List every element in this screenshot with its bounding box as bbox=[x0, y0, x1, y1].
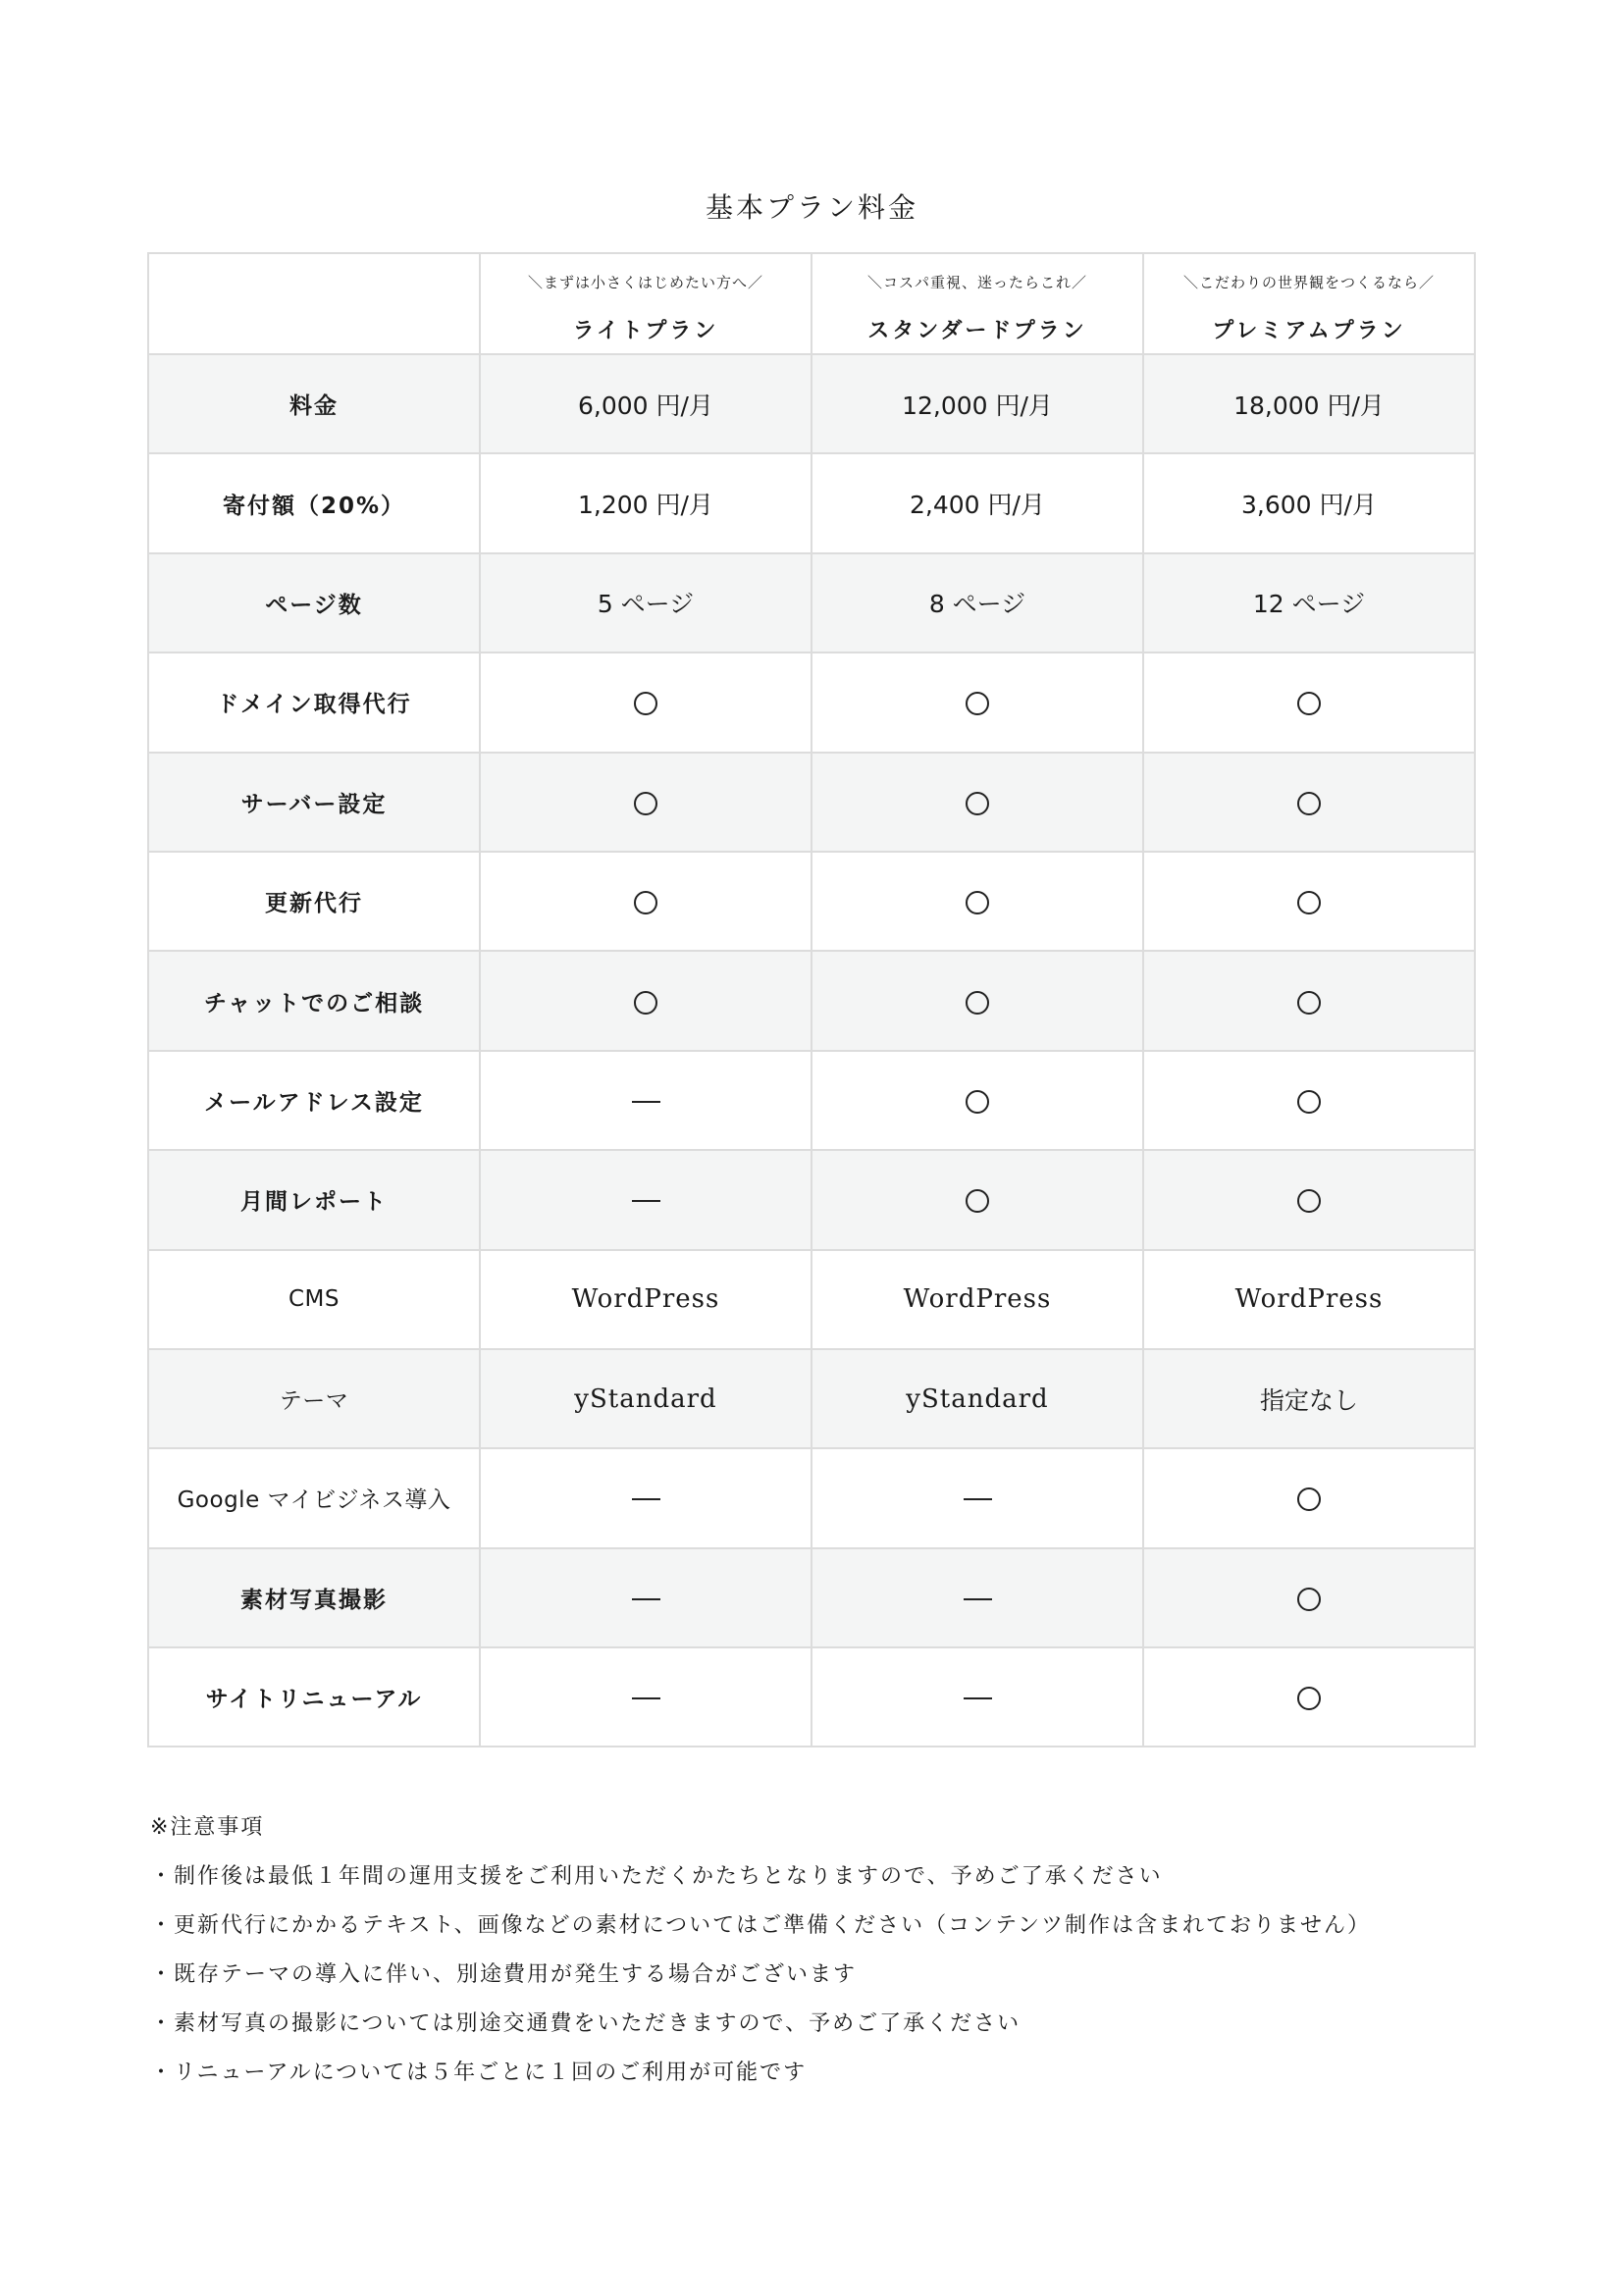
circle-available-icon bbox=[1297, 792, 1321, 815]
plan-name: プレミアムプラン bbox=[1212, 318, 1406, 343]
row-label: 料金 bbox=[148, 354, 480, 453]
circle-available-icon bbox=[1297, 1487, 1321, 1511]
dash-unavailable-icon bbox=[964, 1697, 992, 1699]
note-item: ・更新代行にかかるテキスト、画像などの素材についてはご準備ください（コンテンツ制作は含まれておりません） bbox=[150, 1913, 1372, 1938]
table-cell bbox=[812, 1250, 1143, 1349]
table-row bbox=[148, 1448, 1475, 1547]
table-cell bbox=[480, 354, 812, 453]
cell-value: 18,000 円/月 bbox=[1233, 391, 1385, 420]
circle-available-icon bbox=[966, 1189, 989, 1213]
circle-available-icon bbox=[966, 692, 989, 715]
cell-value: 5 ページ bbox=[597, 590, 695, 619]
circle-available-icon bbox=[1297, 891, 1321, 914]
dash-unavailable-icon bbox=[632, 1200, 660, 1202]
note-item: ・既存テーマの導入に伴い、別途費用が発生する場合がございます bbox=[150, 1962, 858, 1987]
table-cell bbox=[812, 453, 1143, 552]
plan-header-premium bbox=[1143, 253, 1475, 354]
circle-available-icon bbox=[1297, 991, 1321, 1015]
table-cell bbox=[812, 652, 1143, 752]
circle-available-icon bbox=[966, 792, 989, 815]
table-cell bbox=[1143, 553, 1475, 652]
table-cell bbox=[812, 951, 1143, 1050]
table-cell bbox=[1143, 1250, 1475, 1349]
cell-value: WordPress bbox=[1234, 1284, 1384, 1315]
table-cell bbox=[1143, 354, 1475, 453]
plan-tagline: ＼こだわりの世界観をつくるなら／ bbox=[1182, 273, 1435, 291]
cell-value: 1,200 円/月 bbox=[578, 491, 713, 520]
plan-name: ライトプラン bbox=[572, 318, 719, 343]
table-cell bbox=[1143, 453, 1475, 552]
dash-unavailable-icon bbox=[632, 1697, 660, 1699]
row-label: 素材写真撮影 bbox=[148, 1548, 480, 1647]
table-cell bbox=[1143, 1349, 1475, 1448]
table-row bbox=[148, 1150, 1475, 1249]
table-cell bbox=[480, 852, 812, 951]
table-cell bbox=[480, 553, 812, 652]
table-row bbox=[148, 1250, 1475, 1349]
dash-unavailable-icon bbox=[964, 1498, 992, 1500]
circle-available-icon bbox=[1297, 1189, 1321, 1213]
table-cell bbox=[812, 1051, 1143, 1150]
table-cell bbox=[480, 753, 812, 852]
row-label: チャットでのご相談 bbox=[148, 951, 480, 1050]
row-label: サーバー設定 bbox=[148, 753, 480, 852]
table-cell bbox=[480, 951, 812, 1050]
table-cell bbox=[1143, 652, 1475, 752]
table-row bbox=[148, 1051, 1475, 1150]
row-label: ページ数 bbox=[148, 553, 480, 652]
table-row bbox=[148, 354, 1475, 453]
table-cell bbox=[812, 1349, 1143, 1448]
table-cell bbox=[480, 1448, 812, 1547]
cell-value: 12 ページ bbox=[1252, 590, 1366, 619]
row-label: ドメイン取得代行 bbox=[148, 652, 480, 752]
cell-value: 指定なし bbox=[1259, 1385, 1358, 1415]
circle-available-icon bbox=[966, 991, 989, 1015]
table-cell bbox=[480, 1150, 812, 1249]
table-cell bbox=[1143, 1647, 1475, 1747]
circle-available-icon bbox=[634, 692, 657, 715]
note-item: ・制作後は最低１年間の運用支援をご利用いただくかたちとなりますので、予めご了承ください bbox=[150, 1864, 1163, 1889]
dash-unavailable-icon bbox=[632, 1498, 660, 1500]
cell-value: 12,000 円/月 bbox=[902, 391, 1053, 420]
plan-name: スタンダードプラン bbox=[867, 318, 1087, 343]
plan-tagline: ＼まずは小さくはじめたい方へ／ bbox=[527, 273, 763, 291]
circle-available-icon bbox=[634, 991, 657, 1015]
table-header-row bbox=[148, 253, 1475, 354]
table-row bbox=[148, 652, 1475, 752]
header-empty-cell bbox=[148, 253, 480, 354]
table-cell bbox=[812, 852, 1143, 951]
table-cell bbox=[812, 753, 1143, 852]
notes-section bbox=[150, 1813, 1371, 2108]
plan-comparison-table bbox=[147, 252, 1476, 1747]
table-cell bbox=[812, 1647, 1143, 1747]
table-cell bbox=[480, 1647, 812, 1747]
row-label: 更新代行 bbox=[148, 852, 480, 951]
table-row bbox=[148, 1548, 1475, 1647]
table-cell bbox=[812, 553, 1143, 652]
circle-available-icon bbox=[966, 1090, 989, 1114]
table-cell bbox=[480, 1250, 812, 1349]
circle-available-icon bbox=[634, 792, 657, 815]
circle-available-icon bbox=[634, 891, 657, 914]
table-cell bbox=[480, 453, 812, 552]
cell-value: 8 ページ bbox=[928, 590, 1026, 619]
row-label: CMS bbox=[148, 1250, 480, 1349]
table-cell bbox=[1143, 852, 1475, 951]
table-cell bbox=[812, 1150, 1143, 1249]
plan-tagline: ＼コスパ重視、迷ったらこれ／ bbox=[866, 273, 1087, 291]
plan-header-standard bbox=[812, 253, 1143, 354]
circle-available-icon bbox=[1297, 1090, 1321, 1114]
row-label: 月間レポート bbox=[148, 1150, 480, 1249]
table-cell bbox=[480, 1548, 812, 1647]
row-label: サイトリニューアル bbox=[148, 1647, 480, 1747]
table-cell bbox=[1143, 1448, 1475, 1547]
page-title: 基本プラン料金 bbox=[705, 191, 918, 224]
row-label: メールアドレス設定 bbox=[148, 1051, 480, 1150]
circle-available-icon bbox=[1297, 692, 1321, 715]
circle-available-icon bbox=[966, 891, 989, 914]
cell-value: yStandard bbox=[574, 1383, 717, 1414]
dash-unavailable-icon bbox=[964, 1598, 992, 1600]
dash-unavailable-icon bbox=[632, 1598, 660, 1600]
dash-unavailable-icon bbox=[632, 1101, 660, 1103]
table-cell bbox=[1143, 1150, 1475, 1249]
table-cell bbox=[480, 652, 812, 752]
table-cell bbox=[1143, 1051, 1475, 1150]
note-item: ・リニューアルについては５年ごとに１回のご利用が可能です bbox=[150, 2060, 808, 2085]
cell-value: WordPress bbox=[571, 1284, 720, 1315]
circle-available-icon bbox=[1297, 1687, 1321, 1710]
row-label: テーマ bbox=[148, 1349, 480, 1448]
table-row bbox=[148, 1349, 1475, 1448]
table-cell bbox=[480, 1051, 812, 1150]
row-label: 寄付額（20%） bbox=[148, 453, 480, 552]
table-row bbox=[148, 753, 1475, 852]
cell-value: WordPress bbox=[903, 1284, 1052, 1315]
table-cell bbox=[480, 1349, 812, 1448]
cell-value: 2,400 円/月 bbox=[910, 491, 1045, 520]
row-label: Google マイビジネス導入 bbox=[148, 1448, 480, 1547]
cell-value: 3,600 円/月 bbox=[1241, 491, 1377, 520]
table-row bbox=[148, 553, 1475, 652]
table-row bbox=[148, 1647, 1475, 1747]
table-row bbox=[148, 453, 1475, 552]
table-row bbox=[148, 951, 1475, 1050]
table-cell bbox=[1143, 753, 1475, 852]
note-item: ・素材写真の撮影については別途交通費をいただきますので、予めご了承ください bbox=[150, 2011, 1022, 2036]
cell-value: 6,000 円/月 bbox=[578, 391, 713, 420]
cell-value: yStandard bbox=[906, 1383, 1049, 1414]
table-cell bbox=[1143, 1548, 1475, 1647]
table-row bbox=[148, 852, 1475, 951]
notes-title: ※注意事項 bbox=[150, 1815, 265, 1840]
table-cell bbox=[812, 354, 1143, 453]
table-cell bbox=[812, 1448, 1143, 1547]
table-cell bbox=[812, 1548, 1143, 1647]
table-cell bbox=[1143, 951, 1475, 1050]
plan-header-light bbox=[480, 253, 812, 354]
circle-available-icon bbox=[1297, 1588, 1321, 1611]
